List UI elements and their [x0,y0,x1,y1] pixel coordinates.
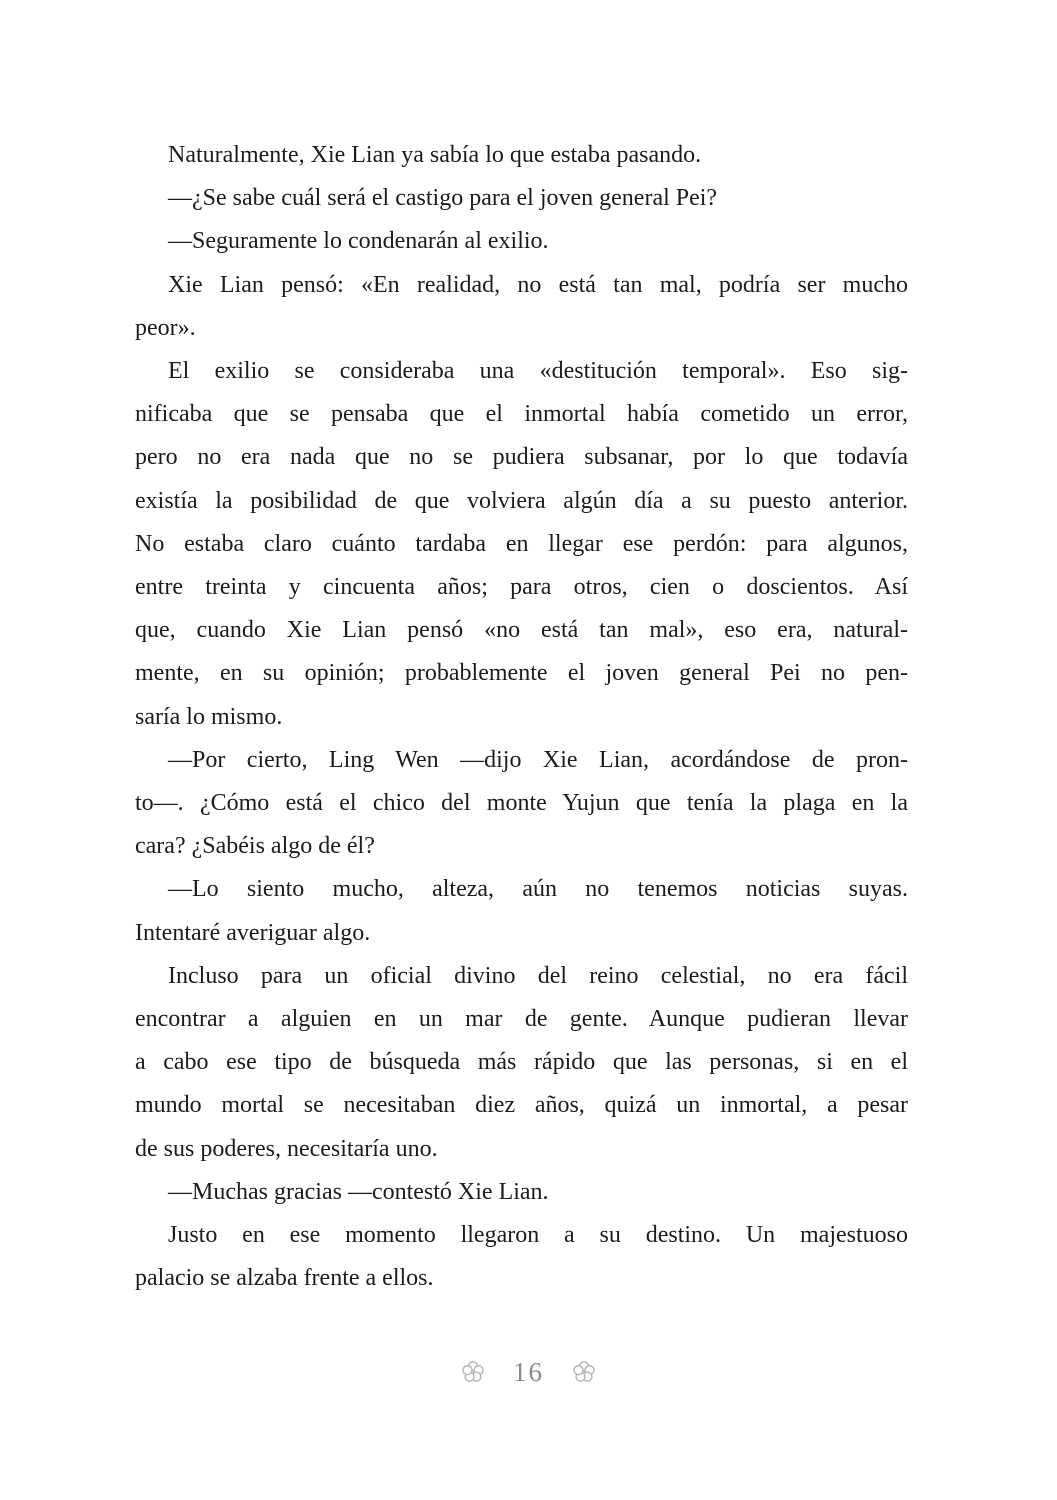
text-line: —¿Se sabe cuál será el castigo para el joven general Pei? [168,185,718,212]
text-line: cara? ¿Sabéis algo de él? [135,833,375,860]
text-line: to—. ¿Cómo está el chico del monte Yujun que tenía la plaga en la [135,790,908,817]
text-line: mundo mortal se necesitaban diez años, quizá un inmortal, a pesar [135,1092,908,1119]
rosette-ornament-icon [460,1359,486,1385]
paragraph [135,1214,908,1300]
text-line: —Muchas gracias —contestó Xie Lian. [168,1178,549,1205]
text-line: No estaba claro cuánto tardaba en llegar ese perdón: para algunos, [135,530,908,557]
text-line: palacio se alzaba frente a ellos. [135,1265,434,1292]
text-line: peor». [135,314,196,341]
text-line: encontrar a alguien en un mar de gente. Aunque pudieran llevar [135,1006,908,1033]
text-line: saría lo mismo. [135,703,283,730]
text-line: El exilio se consideraba una «destitución temporal». Eso sig- [168,358,908,385]
page-footer [0,1348,1057,1396]
paragraph [135,955,908,1171]
text-line: entre treinta y cincuenta años; para otros, cien o doscientos. Así [135,574,908,601]
paragraph [135,868,908,954]
rosette-ornament-icon [571,1359,597,1385]
text-line: Incluso para un oficial divino del reino celestial, no era fácil [168,962,908,989]
text-line: Intentaré averiguar algo. [135,919,371,946]
text-line: Naturalmente, Xie Lian ya sabía lo que estaba pasando. [168,142,702,168]
text-line: de sus poderes, necesitaría uno. [135,1135,438,1162]
paragraph [135,220,908,263]
paragraph [135,264,908,350]
paragraph [135,739,908,869]
paragraph [135,177,908,220]
paragraph [135,134,908,177]
text-line: Xie Lian pensó: «En realidad, no está tan mal, podría ser mucho [168,271,908,298]
paragraph [135,350,908,739]
text-line: —Seguramente lo condenarán al exilio. [168,228,549,255]
text-line: —Por cierto, Ling Wen —dijo Xie Lian, acordándose de pron- [168,746,908,773]
text-line: mente, en su opinión; probablemente el joven general Pei no pen- [135,660,908,687]
text-line: nificaba que se pensaba que el inmortal había cometido un error, [135,401,908,428]
page-text [135,134,908,1300]
text-line: —Lo siento mucho, alteza, aún no tenemos noticias suyas. [168,876,908,903]
text-line: Justo en ese momento llegaron a su destino. Un majestuoso [168,1222,908,1249]
text-line: pero no era nada que no se pudiera subsanar, por lo que todavía [135,444,908,471]
text-line: que, cuando Xie Lian pensó «no está tan mal», eso era, natural- [135,617,908,644]
page-number: 16 [513,1356,544,1387]
text-line: existía la posibilidad de que volviera algún día a su puesto anterior. [135,487,908,514]
paragraph [135,1171,908,1214]
text-line: a cabo ese tipo de búsqueda más rápido que las personas, si en el [135,1049,908,1076]
